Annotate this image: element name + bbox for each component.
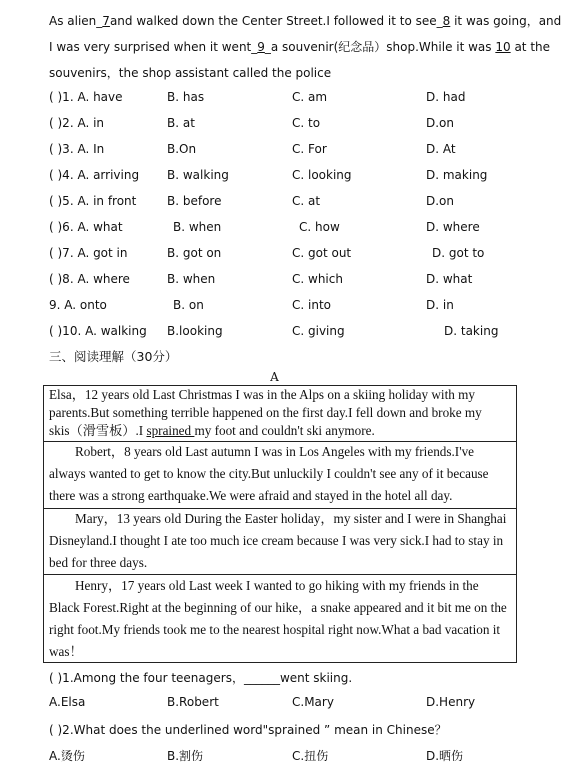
option-d: D. got to bbox=[432, 246, 485, 260]
option-b: B. before bbox=[167, 194, 222, 208]
passage-text: it was going，and bbox=[450, 14, 561, 28]
cloze-question-5 bbox=[49, 194, 539, 210]
question-number: ( )7. A. got in bbox=[49, 246, 128, 260]
question-number: ( )1. A. have bbox=[49, 90, 123, 104]
blank-8: 8 bbox=[442, 14, 451, 28]
option-a: A.Elsa bbox=[49, 695, 86, 709]
passage-text: I was very surprised when it went_ bbox=[49, 40, 258, 54]
option-c: C. got out bbox=[292, 246, 352, 260]
blank-7: 7 bbox=[102, 14, 110, 28]
option-d: D. had bbox=[426, 90, 466, 104]
option-d: D. where bbox=[426, 220, 480, 234]
cloze-question-2 bbox=[49, 116, 539, 132]
question-text: went skiing. bbox=[279, 671, 353, 685]
option-b: B. when bbox=[167, 272, 216, 286]
question-number: ( )4. A. arriving bbox=[49, 168, 140, 182]
reading-question-1-options bbox=[49, 695, 539, 711]
option-d: D. At bbox=[426, 142, 456, 156]
option-b: B. when bbox=[173, 220, 222, 234]
question-text: ( )1.Among the four teenagers， bbox=[49, 671, 244, 685]
cloze-question-10 bbox=[49, 324, 539, 340]
cloze-question-1 bbox=[49, 90, 539, 106]
option-c: C. how bbox=[299, 220, 340, 234]
cloze-passage-line-2 bbox=[49, 38, 550, 55]
passage-text: and walked down the Center Street.I followed it to see_ bbox=[109, 14, 443, 28]
passage-line: Elsa，12 years old Last Christmas I was in the Alps on a skiing holiday with my bbox=[49, 387, 475, 402]
question-number: ( )5. A. in front bbox=[49, 194, 137, 208]
question-number: ( )10. A. walking bbox=[49, 324, 147, 338]
option-b: B. at bbox=[167, 116, 195, 130]
option-b: B. got on bbox=[167, 246, 222, 260]
passage-text: at the bbox=[510, 40, 551, 54]
option-c: C. at bbox=[292, 194, 321, 208]
passage-line: Disneyland.I thought I ate too much ice cream because I was very sick.I had to stay in bbox=[49, 533, 504, 548]
underlined-word-sprained: sprained bbox=[146, 423, 195, 438]
question-number: 9. A. onto bbox=[49, 298, 107, 312]
option-b: B.On bbox=[167, 142, 197, 156]
passage-text: As alien_ bbox=[49, 14, 103, 28]
option-d: D.on bbox=[426, 116, 455, 130]
option-b: B. walking bbox=[167, 168, 229, 182]
reading-question-2-options bbox=[49, 747, 539, 763]
passage-mary bbox=[44, 508, 516, 574]
passage-line: bed for three days. bbox=[49, 555, 148, 570]
passage-label: A bbox=[270, 370, 279, 384]
blank-9: 9 bbox=[257, 40, 265, 54]
passage-line: right foot.My friends took me to the nearest hospital right now.What a bad vacation it bbox=[49, 622, 501, 637]
question-number: ( )2. A. in bbox=[49, 116, 105, 130]
option-d: D.Henry bbox=[426, 695, 476, 709]
option-c: C. For bbox=[292, 142, 327, 156]
reading-question-1-stem bbox=[49, 669, 352, 686]
reading-passages-table bbox=[43, 385, 517, 663]
option-c: C. to bbox=[292, 116, 321, 130]
question-number: ( )6. A. what bbox=[49, 220, 123, 234]
passage-robert bbox=[44, 441, 516, 507]
passage-text: my foot and couldn't ski anymore. bbox=[194, 423, 375, 438]
cloze-question-8 bbox=[49, 272, 539, 288]
question-number: ( )3. A. In bbox=[49, 142, 105, 156]
cloze-question-3 bbox=[49, 142, 539, 158]
cloze-question-4 bbox=[49, 168, 539, 184]
option-d: D. what bbox=[426, 272, 473, 286]
passage-line: there was a strong earthquake.We were afraid and stayed in the hotel all day. bbox=[49, 488, 453, 503]
reading-question-2-stem: ( )2.What does the underlined word"sprained ” mean in Chinese？ bbox=[49, 723, 447, 737]
passage-elsa bbox=[44, 386, 516, 440]
passage-line: was！ bbox=[49, 644, 83, 659]
answer-blank: ______ bbox=[243, 671, 280, 685]
option-b: B.Robert bbox=[167, 695, 219, 709]
option-d: D. taking bbox=[444, 324, 499, 338]
option-c: C. am bbox=[292, 90, 328, 104]
option-b: B. on bbox=[173, 298, 204, 312]
passage-line: Robert，8 years old Last autumn I was in Los Angeles with my friends.I've bbox=[75, 444, 475, 459]
passage-line: Henry，17 years old Last week I wanted to go hiking with my friends in the bbox=[75, 578, 479, 593]
cloze-question-9 bbox=[49, 298, 539, 314]
option-d: D.晒伤 bbox=[426, 749, 464, 763]
option-c: C. into bbox=[292, 298, 331, 312]
passage-line: parents.But something terrible happened on the first day.I fell down and broke my bbox=[49, 405, 482, 420]
cloze-passage-line-1 bbox=[49, 12, 561, 29]
passage-line: Mary，13 years old During the Easter holiday，my sister and I were in Shanghai bbox=[75, 511, 507, 526]
option-c: C. looking bbox=[292, 168, 352, 182]
cloze-question-7 bbox=[49, 246, 539, 262]
passage-text: _a souvenir(纪念品）shop.While it was bbox=[264, 40, 496, 54]
option-c: C.扭伤 bbox=[292, 749, 329, 763]
passage-text: skis（滑雪板）.I bbox=[49, 423, 147, 438]
passage-line: Black Forest.Right at the beginning of our hike，a snake appeared and it bit me on the bbox=[49, 600, 507, 615]
option-c: C. giving bbox=[292, 324, 345, 338]
option-b: B.looking bbox=[167, 324, 223, 338]
question-number: ( )8. A. where bbox=[49, 272, 130, 286]
option-d: D. in bbox=[426, 298, 454, 312]
passage-line: always wanted to get to know the city.But unluckily I couldn't see any of it because bbox=[49, 466, 489, 481]
passage-henry bbox=[44, 575, 516, 663]
cloze-passage-line-3: souvenirs，the shop assistant called the police bbox=[49, 66, 332, 80]
passage-line bbox=[49, 422, 511, 440]
option-a: A.烫伤 bbox=[49, 749, 85, 763]
option-d: D. making bbox=[426, 168, 488, 182]
cloze-question-6 bbox=[49, 220, 539, 236]
option-b: B. has bbox=[167, 90, 205, 104]
option-d: D.on bbox=[426, 194, 455, 208]
option-c: C.Mary bbox=[292, 695, 334, 709]
option-c: C. which bbox=[292, 272, 343, 286]
section-title: 三、阅读理解（30分） bbox=[49, 349, 178, 364]
blank-10: 10 bbox=[495, 40, 511, 54]
option-b: B.割伤 bbox=[167, 749, 204, 763]
